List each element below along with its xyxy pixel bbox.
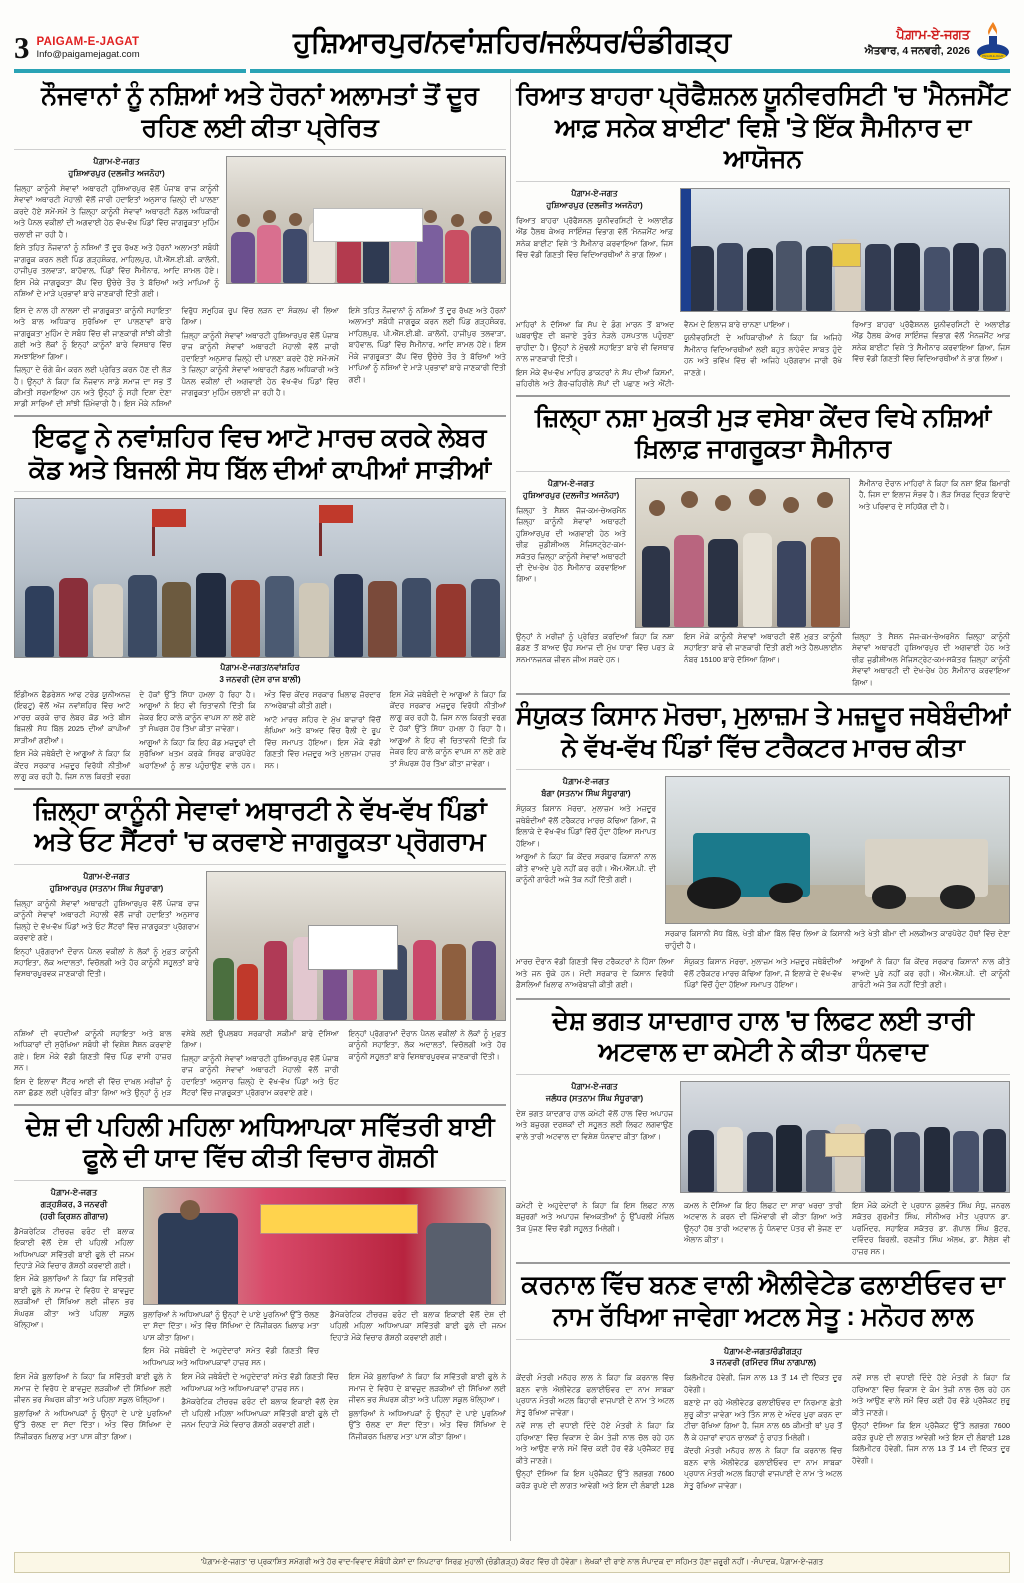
- article-b3-headline: ਸੰਯੁਕਤ ਕਿਸਾਨ ਮੋਰਚਾ, ਮੁਲਾਜ਼ਮ ਤੇ ਮਜ਼ਦੂਰ ਜਥੇਬੰਦੀਆਂ ਨੇ ਵੱਖ-ਵੱਖ ਪਿੰਡਾਂ ਵਿੱਚ ਟਰੈਕਟਰ ਮਾਰਚ ਕੀਤਾ: [516, 702, 1010, 762]
- article-b2-body: ਉਨ੍ਹਾਂ ਨੇ ਮਰੀਜ਼ਾਂ ਨੂੰ ਪ੍ਰੇਰਿਤ ਕਰਦਿਆਂ ਕਿਹਾ ਕਿ ਨਸ਼ਾ ਛੱਡਣ ਤੋਂ ਬਾਅਦ ਉਹ ਸਮਾਜ ਦੀ ਮੁੱਖ ਧਾਰਾ ਵਿੱਚ ਪਰਤ ਕੇ ਸਨਮਾਨਜਨਕ ਜੀਵਨ ਜੀਅ ਸਕਦੇ ਹਨ। ਇਸ ਮੌਕੇ ਕਾਨੂੰਨੀ ਸੇਵਾਵਾਂ ਅਥਾਰਟੀ ਵੱਲੋਂ ਮੁਫ਼ਤ ਕਾਨੂੰਨੀ ਸਹਾਇਤਾ ਬਾਰੇ ਵੀ ਜਾਣਕਾਰੀ ਦਿੱਤੀ ਗਈ ਅਤੇ ਹੈਲਪਲਾਈਨ ਨੰਬਰ 15100 ਬਾਰੇ ਦੱਸਿਆ ਗਿਆ। ਜ਼ਿਲ੍ਹਾ ਤੇ ਸੈਸ਼ਨ ਜੱਜ-ਕਮ-ਚੇਅਰਮੈਨ ਜ਼ਿਲ੍ਹਾ ਕਾਨੂੰਨੀ ਸੇਵਾਵਾਂ ਅਥਾਰਟੀ ਹੁਸ਼ਿਆਰਪੁਰ ਦੀ ਅਗਵਾਈ ਹੇਠ ਅਤੇ ਚੀਫ਼ ਜੁਡੀਸ਼ੀਅਲ ਮੈਜਿਸਟ੍ਰੇਟ-ਕਮ-ਸਕੱਤਰ ਜ਼ਿਲ੍ਹਾ ਕਾਨੂੰਨੀ ਸੇਵਾਵਾਂ ਅਥਾਰਟੀ ਦੀ ਦੇਖ-ਰੇਖ ਹੇਠ ਸੈਮੀਨਾਰ ਕਰਵਾਇਆ ਗਿਆ।: [516, 631, 1010, 687]
- article-b3: [516, 701, 1010, 993]
- article-b4-photo: [680, 1081, 1010, 1193]
- article-b2-lead: ਜ਼ਿਲ੍ਹਾ ਤੇ ਸੈਸ਼ਨ ਜੱਜ-ਕਮ-ਚੇਅਰਮੈਨ ਜ਼ਿਲ੍ਹਾ ਕਾਨੂੰਨੀ ਸੇਵਾਵਾਂ ਅਥਾਰਟੀ ਹੁਸ਼ਿਆਰਪੁਰ ਦੀ ਅਗਵਾਈ ਹੇਠ ਅਤੇ ਚੀਫ਼ ਜੁਡੀਸ਼ੀਅਲ ਮੈਜਿਸਟ੍ਰੇਟ-ਕਮ-ਸਕੱਤਰ ਜ਼ਿਲ੍ਹਾ ਕਾਨੂੰਨੀ ਸੇਵਾਵਾਂ ਅਥਾਰਟੀ ਦੀ ਦੇਖ-ਰੇਖ ਹੇਠ ਸੈਮੀਨਾਰ ਕਰਵਾਇਆ ਗਿਆ।: [516, 505, 626, 584]
- article-b1-photo: [680, 188, 1010, 312]
- article-a1-photo: [226, 156, 506, 284]
- article-a1-body: ਇਸ ਦੇ ਨਾਲ ਹੀ ਨਾਲਸਾ ਦੀ ਜਾਗਰੂਕਤਾ ਕਾਨੂੰਨੀ ਸਹਾਇਤਾ ਅਤੇ ਬਾਲ ਅਧਿਕਾਰ ਸੁਰੱਖਿਆ ਦਾ ਪਾਲਣਾਵਾਂ ਬਾਰੇ ਜਾਗਰੂਕਤਾ ਮੁਹਿੰਮ ਦੇ ਸਬੰਧ ਵਿੱਚ ਵੀ ਜਾਣਕਾਰੀ ਸਾਂਝੀ ਕੀਤੀ ਗਈ ਅਤੇ ਲੋਕਾਂ ਨੂੰ ਇਨ੍ਹਾਂ ਕਾਨੂੰਨਾਂ ਬਾਰੇ ਵਿਸਥਾਰ ਵਿੱਚ ਸਮਝਾਇਆ ਗਿਆ। ਜ਼ਿਲ੍ਹਾ ਦੇ ਚੰਗੇ ਕੰਮ ਕਰਨ ਲਈ ਪ੍ਰੇਰਿਤ ਕਰਨ ਹੋਣ ਦੀ ਲੋੜ ਹੈ। ਉਨ੍ਹਾਂ ਨੇ ਕਿਹਾ ਕਿ ਨੌਜਵਾਨ ਸਾਡੇ ਸਮਾਜ ਦਾ ਸਭ ਤੋਂ ਕੀਮਤੀ ਸਰਮਾਇਆ ਹਨ ਅਤੇ ਉਨ੍ਹਾਂ ਨੂੰ ਸਹੀ ਦਿਸ਼ਾ ਦੇਣਾ ਸਾਡੀ ਸਾਰਿਆਂ ਦੀ ਸਾਂਝੀ ਜ਼ਿੰਮੇਵਾਰੀ ਹੈ। ਇਸ ਮੌਕੇ ਨਸ਼ਿਆਂ ਵਿਰੁੱਧ ਸਮੂਹਿਕ ਰੂਪ ਵਿੱਚ ਲੜਨ ਦਾ ਸੰਕਲਪ ਵੀ ਲਿਆ ਗਿਆ। ਜ਼ਿਲ੍ਹਾ ਕਾਨੂੰਨੀ ਸੇਵਾਵਾਂ ਅਥਾਰਟੀ ਹੁਸ਼ਿਆਰਪੁਰ ਵੱਲੋਂ ਪੰਜਾਬ ਰਾਜ ਕਾਨੂੰਨੀ ਸੇਵਾਵਾਂ ਅਥਾਰਟੀ ਮੋਹਾਲੀ ਵੱਲੋਂ ਜਾਰੀ ਹਦਾਇਤਾਂ ਅਨੁਸਾਰ ਜ਼ਿਲ੍ਹੇ ਦੀ ਪਾਲਣਾ ਕਰਦੇ ਹੋਏ ਸਮੇਂ-ਸਮੇਂ ਤੇ ਜ਼ਿਲ੍ਹਾ ਕਾਨੂੰਨੀ ਸੇਵਾਵਾਂ ਅਥਾਰਟੀ ਨੋਡਲ ਅਧਿਕਾਰੀ ਅਤੇ ਪੈਨਲ ਵਕੀਲਾਂ ਦੀ ਅਗਵਾਈ ਹੇਠ ਵੱਖ-ਵੱਖ ਪਿੰਡਾਂ ਵਿੱਚ ਜਾਗਰੂਕਤਾ ਮੁਹਿੰਮ ਚਲਾਈ ਜਾ ਰਹੀ ਹੈ। ਇਸੇ ਤਹਿਤ ਨੌਜਵਾਨਾਂ ਨੂੰ ਨਸ਼ਿਆਂ ਤੋਂ ਦੂਰ ਰੱਖਣ ਅਤੇ ਹੋਰਨਾਂ ਅਲਾਮਤਾਂ ਸਬੰਧੀ ਜਾਗਰੂਕ ਕਰਨ ਲਈ ਪਿੰਡ ਗੜ੍ਹਸ਼ੰਕਰ, ਮਾਹਿਲਪੁਰ, ਪੀ.ਐੱਸ.ਈ.ਬੀ. ਕਾਲੋਨੀ, ਹਾਜੀਪੁਰ ਤਲਵਾੜਾ, ਬਾਹੋਵਾਲ, ਪਿੰਡਾਂ ਵਿੱਚ ਸੈਮੀਨਾਰ, ਆਦਿ ਸ਼ਾਮਲ ਹੋਏ। ਇਸ ਮੌਕੇ ਜਾਗਰੂਕਤਾ ਕੈਂਪ ਵਿੱਚ ਉਚੇਚੇ ਤੌਰ ਤੇ ਬੱਚਿਆਂ ਅਤੇ ਮਾਪਿਆਂ ਨੂੰ ਨਸ਼ਿਆਂ ਦੇ ਮਾੜੇ ਪ੍ਰਭਾਵਾਂ ਬਾਰੇ ਜਾਣਕਾਰੀ ਦਿੱਤੀ ਗਈ।: [14, 305, 506, 409]
- article-a1: [14, 81, 506, 410]
- brand-email: Info@paigamejagat.com: [36, 49, 140, 61]
- divider: [516, 1339, 1010, 1340]
- article-a4: [14, 1112, 506, 1442]
- article-b2-side-text: ਸੈਮੀਨਾਰ ਦੌਰਾਨ ਮਾਹਿਰਾਂ ਨੇ ਕਿਹਾ ਕਿ ਨਸ਼ਾ ਇੱਕ ਬਿਮਾਰੀ ਹੈ, ਜਿਸ ਦਾ ਇਲਾਜ ਸੰਭਵ ਹੈ। ਲੋੜ ਸਿਰਫ਼ ਦ੍ਰਿੜ ਇਰਾਦੇ ਅਤੇ ਪਰਿਵਾਰ ਦੇ ਸਹਿਯੋਗ ਦੀ ਹੈ।: [859, 478, 1011, 511]
- article-a3-headline: ਜ਼ਿਲ੍ਹਾ ਕਾਨੂੰਨੀ ਸੇਵਾਵਾਂ ਅਥਾਰਟੀ ਨੇ ਵੱਖ-ਵੱਖ ਪਿੰਡਾਂ ਅਤੇ ਓਟ ਸੈਂਟਰਾਂ 'ਚ ਕਰਵਾਏ ਜਾਗਰੂਕਤਾ ਪ੍ਰੋਗਰਾਮ: [33, 796, 487, 857]
- article-b4: [516, 1006, 1010, 1258]
- article-a4-photo: [143, 1187, 506, 1305]
- article-b2-byline: ਪੈਗ਼ਾਮ-ਏ-ਜਗਤ ਹੁਸ਼ਿਆਰਪੁਰ (ਦਲਜੀਤ ਅਜਨੋਹਾ): [522, 478, 620, 500]
- article-a3-lead: ਜ਼ਿਲ੍ਹਾ ਕਾਨੂੰਨੀ ਸੇਵਾਵਾਂ ਅਥਾਰਟੀ ਹੁਸ਼ਿਆਰਪੁਰ ਵੱਲੋਂ ਪੰਜਾਬ ਰਾਜ ਕਾਨੂੰਨੀ ਸੇਵਾਵਾਂ ਅਥਾਰਟੀ ਮੋਹਾਲੀ ਵੱਲੋਂ ਜਾਰੀ ਹਦਾਇਤਾਂ ਅਨੁਸਾਰ ਜ਼ਿਲ੍ਹੇ ਦੇ ਵੱਖ-ਵੱਖ ਪਿੰਡਾਂ ਅਤੇ ਓਟ ਸੈਂਟਰਾਂ ਵਿੱਚ ਜਾਗਰੂਕਤਾ ਪ੍ਰੋਗਰਾਮ ਕਰਵਾਏ ਗਏ। ਇਨ੍ਹਾਂ ਪ੍ਰੋਗਰਾਮਾਂ ਦੌਰਾਨ ਪੈਨਲ ਵਕੀਲਾਂ ਨੇ ਲੋਕਾਂ ਨੂੰ ਮੁਫ਼ਤ ਕਾਨੂੰਨੀ ਸਹਾਇਤਾ, ਲੋਕ ਅਦਾਲਤਾਂ, ਵਿਚੋਲਗੀ ਅਤੇ ਹੋਰ ਕਾਨੂੰਨੀ ਸਹੂਲਤਾਂ ਬਾਰੇ ਵਿਸਥਾਰਪੂਰਵਕ ਜਾਣਕਾਰੀ ਦਿੱਤੀ।: [14, 898, 199, 979]
- divider: [14, 788, 506, 790]
- brand-name: PAIGAM-E-JAGAT: [36, 35, 140, 48]
- article-b4-body: ਕਮੇਟੀ ਦੇ ਅਹੁਦੇਦਾਰਾਂ ਨੇ ਕਿਹਾ ਕਿ ਇਸ ਲਿਫਟ ਨਾਲ ਬਜ਼ੁਰਗਾਂ ਅਤੇ ਅਪਾਹਜ ਵਿਅਕਤੀਆਂ ਨੂੰ ਉੱਪਰਲੀ ਮੰਜ਼ਿਲ ਤੱਕ ਪੁੱਜਣ ਵਿੱਚ ਵੱਡੀ ਸਹੂਲਤ ਮਿਲੇਗੀ। ਕਮਲ ਨੇ ਦੱਸਿਆ ਕਿ ਇਹ ਲਿਫਟ ਦਾ ਸਾਰਾ ਖਰਚਾ ਤਾਰੀ ਅਟਵਾਲ ਨੇ ਕਰਨ ਦੀ ਜ਼ਿੰਮੇਵਾਰੀ ਵੀ ਕੀਤਾ ਗਿਆ ਅਤੇ ਉਨ੍ਹਾਂ ਹੱਥ ਤਾਰੀ ਅਟਵਾਲ ਨੂੰ ਧੰਨਵਾਦ ਪੱਤਰ ਵੀ ਭੇਜਣ ਦਾ ਐਲਾਨ ਕੀਤਾ। ਇਸ ਮੌਕੇ ਕਮੇਟੀ ਦੇ ਪ੍ਰਧਾਨ ਕੁਲਵੰਤ ਸਿੰਘ ਸੰਧੂ, ਜਨਰਲ ਸਕੱਤਰ ਗੁਰਮੀਤ ਸਿੰਘ, ਸੀਨੀਅਰ ਮੀਤ ਪ੍ਰਧਾਨ ਡਾ. ਪਰਮਿੰਦਰ, ਸਹਾਇਕ ਸਕੱਤਰ ਡਾ. ਗੋਪਾਲ ਸਿੰਘ ਬੁੱਟਰ, ਦਵਿੰਦਰ ਬਿਰਲੀ, ਰਣਜੀਤ ਸਿੰਘ ਅੱਲਖ, ਡਾ. ਸੈਲੇਸ਼ ਵੀ ਹਾਜ਼ਰ ਸਨ।: [516, 1200, 1010, 1256]
- divider: [14, 864, 506, 865]
- article-b3-caption-text: ਸਰਕਾਰ ਕਿਸਾਨੀ ਸੋਧ ਬਿੱਲ, ਖੇਤੀ ਬੀਮਾ ਬਿੱਲ ਵਿੱਚ ਲਿਆ ਕੇ ਕਿਸਾਨੀ ਅਤੇ ਖੇਤੀ ਬੀਮਾ ਦੀ ਮਲਕੀਅਤ ਕਾਰਪੋਰੇਟ ਹੱਥਾਂ ਵਿੱਚ ਦੇਣਾ ਚਾਹੁੰਦੀ ਹੈ।: [665, 929, 1010, 950]
- article-b4-byline: ਪੈਗ਼ਾਮ-ਏ-ਜਗਤ ਜਲੰਧਰ (ਸਤਨਾਮ ਸਿੰਘ ਸੰਧੂਰਾਗਾ): [545, 1081, 644, 1103]
- article-a4-lead: ਡੈਮੋਕਰੇਟਿਕ ਟੀਚਰਜ਼ ਫਰੰਟ ਦੀ ਬਲਾਕ ਇਕਾਈ ਵੱਲੋਂ ਦੇਸ਼ ਦੀ ਪਹਿਲੀ ਮਹਿਲਾ ਅਧਿਆਪਕਾ ਸਵਿੱਤਰੀ ਬਾਈ ਫੂਲੇ ਦੀ ਜਨਮ ਦਿਹਾੜੇ ਮੌਕੇ ਵਿਚਾਰ ਗੋਸ਼ਠੀ ਕਰਵਾਈ ਗਈ। ਇਸ ਮੌਕੇ ਬੁਲਾਰਿਆਂ ਨੇ ਕਿਹਾ ਕਿ ਸਵਿੱਤਰੀ ਬਾਈ ਫੂਲੇ ਨੇ ਸਮਾਜ ਦੇ ਵਿਰੋਧ ਦੇ ਬਾਵਜੂਦ ਲੜਕੀਆਂ ਦੀ ਸਿੱਖਿਆ ਲਈ ਜੀਵਨ ਭਰ ਸੰਘਰਸ਼ ਕੀਤਾ ਅਤੇ ਪਹਿਲਾ ਸਕੂਲ ਖੋਲ੍ਹਿਆ।: [14, 1226, 134, 1330]
- article-b3-lead: ਸੰਯੁਕਤ ਕਿਸਾਨ ਮੋਰਚਾ, ਮੁਲਾਜ਼ਮ ਅਤੇ ਮਜ਼ਦੂਰ ਜਥੇਬੰਦੀਆਂ ਵੱਲੋਂ ਟਰੈਕਟਰ ਮਾਰਚ ਕੱਢਿਆ ਗਿਆ, ਜੋ ਇਲਾਕੇ ਦੇ ਵੱਖ-ਵੱਖ ਪਿੰਡਾਂ ਵਿੱਚੋਂ ਹੁੰਦਾ ਹੋਇਆ ਸਮਾਪਤ ਹੋਇਆ। ਆਗੂਆਂ ਨੇ ਕਿਹਾ ਕਿ ਕੇਂਦਰ ਸਰਕਾਰ ਕਿਸਾਨਾਂ ਨਾਲ ਕੀਤੇ ਵਾਅਦੇ ਪੂਰੇ ਨਹੀਂ ਕਰ ਰਹੀ। ਐੱਮ.ਐੱਸ.ਪੀ. ਦੀ ਕਾਨੂੰਨੀ ਗਾਰੰਟੀ ਅਜੇ ਤੱਕ ਨਹੀਂ ਦਿੱਤੀ ਗਈ।: [516, 804, 656, 885]
- article-b5-body: ਕੇਂਦਰੀ ਮੰਤਰੀ ਮਨੋਹਰ ਲਾਲ ਨੇ ਕਿਹਾ ਕਿ ਕਰਨਾਲ ਵਿੱਚ ਬਣਨ ਵਾਲੇ ਐਲੀਵੇਟਡ ਫਲਾਈਓਵਰ ਦਾ ਨਾਮ ਸਾਬਕਾ ਪ੍ਰਧਾਨ ਮੰਤਰੀ ਅਟਲ ਬਿਹਾਰੀ ਵਾਜਪਾਈ ਦੇ ਨਾਮ 'ਤੇ ਅਟਲ ਸੇਤੂ ਰੱਖਿਆ ਜਾਵੇਗਾ। ਨਵੇਂ ਸਾਲ ਦੀ ਵਧਾਈ ਦਿੰਦੇ ਹੋਏ ਮੰਤਰੀ ਨੇ ਕਿਹਾ ਕਿ ਹਰਿਆਣਾ ਵਿੱਚ ਵਿਕਾਸ ਦੇ ਕੰਮ ਤੇਜ਼ੀ ਨਾਲ ਚੱਲ ਰਹੇ ਹਨ ਅਤੇ ਆਉਣ ਵਾਲੇ ਸਮੇਂ ਵਿੱਚ ਕਈ ਹੋਰ ਵੱਡੇ ਪ੍ਰੋਜੈਕਟ ਸ਼ੁਰੂ ਕੀਤੇ ਜਾਣਗੇ। ਉਨ੍ਹਾਂ ਦੱਸਿਆ ਕਿ ਇਸ ਪ੍ਰੋਜੈਕਟ ਉੱਤੇ ਲਗਭਗ 7600 ਕਰੋੜ ਰੁਪਏ ਦੀ ਲਾਗਤ ਆਵੇਗੀ ਅਤੇ ਇਸ ਦੀ ਲੰਬਾਈ 128 ਕਿਲੋਮੀਟਰ ਹੋਵੇਗੀ, ਜਿਸ ਨਾਲ 13 ਤੋਂ 14 ਦੀ ਦਿੱਕਤ ਦੂਰ ਹੋਵੇਗੀ। ਬਣਾਏ ਜਾ ਰਹੇ ਐਲੀਵੇਟਡ ਫਲਾਈਓਵਰ ਦਾ ਨਿਰਮਾਣ ਛੇਤੀ ਸ਼ੁਰੂ ਕੀਤਾ ਜਾਵੇਗਾ ਅਤੇ ਤਿੰਨ ਸਾਲ ਦੇ ਅੰਦਰ ਪੂਰਾ ਕਰਨ ਦਾ ਟੀਚਾ ਰੱਖਿਆ ਗਿਆ ਹੈ, ਜਿਸ ਨਾਲ 65 ਕੀਮਤੀ ਥਾਂ ਪੁਰ ਤੋਂ ਲੈ ਕੇ ਹਜ਼ਾਰਾਂ ਵਾਹਨ ਚਾਲਕਾਂ ਨੂੰ ਰਾਹਤ ਮਿਲੇਗੀ। ਕੇਂਦਰੀ ਮੰਤਰੀ ਮਨੋਹਰ ਲਾਲ ਨੇ ਕਿਹਾ ਕਿ ਕਰਨਾਲ ਵਿੱਚ ਬਣਨ ਵਾਲੇ ਐਲੀਵੇਟਡ ਫਲਾਈਓਵਰ ਦਾ ਨਾਮ ਸਾਬਕਾ ਪ੍ਰਧਾਨ ਮੰਤਰੀ ਅਟਲ ਬਿਹਾਰੀ ਵਾਜਪਾਈ ਦੇ ਨਾਮ 'ਤੇ ਅਟਲ ਸੇਤੂ ਰੱਖਿਆ ਜਾਵੇਗਾ। ਨਵੇਂ ਸਾਲ ਦੀ ਵਧਾਈ ਦਿੰਦੇ ਹੋਏ ਮੰਤਰੀ ਨੇ ਕਿਹਾ ਕਿ ਹਰਿਆਣਾ ਵਿੱਚ ਵਿਕਾਸ ਦੇ ਕੰਮ ਤੇਜ਼ੀ ਨਾਲ ਚੱਲ ਰਹੇ ਹਨ ਅਤੇ ਆਉਣ ਵਾਲੇ ਸਮੇਂ ਵਿੱਚ ਕਈ ਹੋਰ ਵੱਡੇ ਪ੍ਰੋਜੈਕਟ ਸ਼ੁਰੂ ਕੀਤੇ ਜਾਣਗੇ। ਉਨ੍ਹਾਂ ਦੱਸਿਆ ਕਿ ਇਸ ਪ੍ਰੋਜੈਕਟ ਉੱਤੇ ਲਗਭਗ 7600 ਕਰੋੜ ਰੁਪਏ ਦੀ ਲਾਗਤ ਆਵੇਗੀ ਅਤੇ ਇਸ ਦੀ ਲੰਬਾਈ 128 ਕਿਲੋਮੀਟਰ ਹੋਵੇਗੀ, ਜਿਸ ਨਾਲ 13 ਤੋਂ 14 ਦੀ ਦਿੱਕਤ ਦੂਰ ਹੋਵੇਗੀ।: [516, 1373, 1010, 1490]
- divider: [516, 471, 1010, 472]
- logo-text: ਪੈਗ਼ਾਮ-ਏ-ਜਗਤ: [896, 27, 970, 43]
- article-b1-body: ਮਾਹਿਰਾਂ ਨੇ ਦੱਸਿਆ ਕਿ ਸੱਪ ਦੇ ਡੰਗ ਮਾਰਨ ਤੋਂ ਬਾਅਦ ਘਬਰਾਉਣ ਦੀ ਬਜਾਏ ਤੁਰੰਤ ਨੇੜਲੇ ਹਸਪਤਾਲ ਪਹੁੰਚਣਾ ਚਾਹੀਦਾ ਹੈ। ਉਨ੍ਹਾਂ ਨੇ ਮੁੱਢਲੀ ਸਹਾਇਤਾ ਬਾਰੇ ਵੀ ਵਿਸਥਾਰ ਨਾਲ ਜਾਣਕਾਰੀ ਦਿੱਤੀ। ਇਸ ਮੌਕੇ ਵੱਖ-ਵੱਖ ਮਾਹਿਰ ਡਾਕਟਰਾਂ ਨੇ ਸੱਪ ਦੀਆਂ ਕਿਸਮਾਂ, ਜ਼ਹਿਰੀਲੇ ਅਤੇ ਗੈਰ-ਜ਼ਹਿਰੀਲੇ ਸੱਪਾਂ ਦੀ ਪਛਾਣ ਅਤੇ ਐਂਟੀ-ਵੈਨਮ ਦੇ ਇਲਾਜ ਬਾਰੇ ਚਾਨਣਾ ਪਾਇਆ। ਯੂਨੀਵਰਸਿਟੀ ਦੇ ਅਧਿਕਾਰੀਆਂ ਨੇ ਕਿਹਾ ਕਿ ਅਜਿਹੇ ਸੈਮੀਨਾਰ ਵਿਦਿਆਰਥੀਆਂ ਲਈ ਬਹੁਤ ਲਾਹੇਵੰਦ ਸਾਬਤ ਹੁੰਦੇ ਹਨ ਅਤੇ ਭਵਿੱਖ ਵਿੱਚ ਵੀ ਅਜਿਹੇ ਪ੍ਰੋਗਰਾਮ ਜਾਰੀ ਰੱਖੇ ਜਾਣਗੇ। ਰਿਆਤ ਬਾਹਰਾ ਪ੍ਰੋਫੈਸ਼ਨਲ ਯੂਨੀਵਰਸਿਟੀ ਦੇ ਅਲਾਈਡ ਐਂਡ ਹੈਲਥ ਕੇਅਰ ਸਾਇੰਸਜ਼ ਵਿਭਾਗ ਵੱਲੋਂ 'ਮੈਨਜਮੈਂਟ ਆਫ਼ ਸਨੇਕ ਬਾਈਟ' ਵਿਸ਼ੇ 'ਤੇ ਸੈਮੀਨਾਰ ਕਰਵਾਇਆ ਗਿਆ, ਜਿਸ ਵਿੱਚ ਵੱਡੀ ਗਿਣਤੀ ਵਿੱਚ ਵਿਦਿਆਰਥੀਆਂ ਨੇ ਭਾਗ ਲਿਆ।: [516, 319, 1010, 389]
- divider: [14, 1104, 506, 1106]
- article-a4-body: ਬੁਲਾਰਿਆਂ ਨੇ ਅਧਿਆਪਕਾਂ ਨੂੰ ਉਨ੍ਹਾਂ ਦੇ ਪਾਏ ਪੂਰਨਿਆਂ ਉੱਤੇ ਚੱਲਣ ਦਾ ਸੱਦਾ ਦਿੱਤਾ। ਅੰਤ ਵਿੱਚ ਸਿੱਖਿਆ ਦੇ ਨਿੱਜੀਕਰਨ ਖ਼ਿਲਾਫ ਮਤਾ ਪਾਸ ਕੀਤਾ ਗਿਆ। ਇਸ ਮੌਕੇ ਜਥੇਬੰਦੀ ਦੇ ਅਹੁਦੇਦਾਰਾਂ ਸਮੇਤ ਵੱਡੀ ਗਿਣਤੀ ਵਿੱਚ ਅਧਿਆਪਕ ਅਤੇ ਅਧਿਆਪਕਾਵਾਂ ਹਾਜ਼ਰ ਸਨ। ਡੈਮੋਕਰੇਟਿਕ ਟੀਚਰਜ਼ ਫਰੰਟ ਦੀ ਬਲਾਕ ਇਕਾਈ ਵੱਲੋਂ ਦੇਸ਼ ਦੀ ਪਹਿਲੀ ਮਹਿਲਾ ਅਧਿਆਪਕਾ ਸਵਿੱਤਰੀ ਬਾਈ ਫੂਲੇ ਦੀ ਜਨਮ ਦਿਹਾੜੇ ਮੌਕੇ ਵਿਚਾਰ ਗੋਸ਼ਠੀ ਕਰਵਾਈ ਗਈ।: [143, 1309, 506, 1367]
- article-a1-headline: ਨੌਜਵਾਨਾਂ ਨੂੰ ਨਸ਼ਿਆਂ ਅਤੇ ਹੋਰਨਾਂ ਅਲਾਮਤਾਂ ਤੋਂ ਦੂਰ ਰਹਿਣ ਲਈ ਕੀਤਾ ਪ੍ਰੇਰਿਤ: [41, 82, 479, 142]
- article-a1-byline: ਪੈਗ਼ਾਮ-ਏ-ਜਗਤ ਹੁਸ਼ਿਆਰਪੁਰ (ਦਲਜੀਤ ਅਜਨੋਹਾ): [68, 157, 165, 179]
- article-b5-byline: ਪੈਗ਼ਾਮ-ਏ-ਜਗਤ/ਚੰਡੀਗੜ੍ਹ 3 ਜਨਵਰੀ (ਰਮਿੰਦਰ ਸਿੰਘ ਨਾਗਪਾਲ): [709, 1346, 817, 1368]
- right-column: [516, 79, 1010, 1541]
- article-a3-body: ਨਸ਼ਿਆਂ ਦੀ ਵਧਦੀਆਂ ਕਾਨੂੰਨੀ ਸਹਾਇਤਾ ਅਤੇ ਬਾਲ ਅਧਿਕਾਰਾਂ ਦੀ ਸੁਰੱਖਿਆ ਸਬੰਧੀ ਵੀ ਵਿਸ਼ੇਸ਼ ਸੈਸ਼ਨ ਕਰਵਾਏ ਗਏ। ਇਸ ਮੌਕੇ ਵੱਡੀ ਗਿਣਤੀ ਵਿੱਚ ਪਿੰਡ ਵਾਸੀ ਹਾਜ਼ਰ ਸਨ। ਇਸ ਦੇ ਇਲਾਵਾ ਸੈਂਟਰ ਆਈ ਵੀ ਵਿੱਚ ਦਾਖ਼ਲ ਮਰੀਜ਼ਾਂ ਨੂੰ ਨਸ਼ਾ ਛੱਡਣ ਲਈ ਪ੍ਰੇਰਿਤ ਕੀਤਾ ਗਿਆ ਅਤੇ ਉਨ੍ਹਾਂ ਨੂੰ ਮੁੜ ਵਸੇਬੇ ਲਈ ਉਪਲਬਧ ਸਰਕਾਰੀ ਸਕੀਮਾਂ ਬਾਰੇ ਦੱਸਿਆ ਗਿਆ। ਜ਼ਿਲ੍ਹਾ ਕਾਨੂੰਨੀ ਸੇਵਾਵਾਂ ਅਥਾਰਟੀ ਹੁਸ਼ਿਆਰਪੁਰ ਵੱਲੋਂ ਪੰਜਾਬ ਰਾਜ ਕਾਨੂੰਨੀ ਸੇਵਾਵਾਂ ਅਥਾਰਟੀ ਮੋਹਾਲੀ ਵੱਲੋਂ ਜਾਰੀ ਹਦਾਇਤਾਂ ਅਨੁਸਾਰ ਜ਼ਿਲ੍ਹੇ ਦੇ ਵੱਖ-ਵੱਖ ਪਿੰਡਾਂ ਅਤੇ ਓਟ ਸੈਂਟਰਾਂ ਵਿੱਚ ਜਾਗਰੂਕਤਾ ਪ੍ਰੋਗਰਾਮ ਕਰਵਾਏ ਗਏ। ਇਨ੍ਹਾਂ ਪ੍ਰੋਗਰਾਮਾਂ ਦੌਰਾਨ ਪੈਨਲ ਵਕੀਲਾਂ ਨੇ ਲੋਕਾਂ ਨੂੰ ਮੁਫ਼ਤ ਕਾਨੂੰਨੀ ਸਹਾਇਤਾ, ਲੋਕ ਅਦਾਲਤਾਂ, ਵਿਚੋਲਗੀ ਅਤੇ ਹੋਰ ਕਾਨੂੰਨੀ ਸਹੂਲਤਾਂ ਬਾਰੇ ਵਿਸਥਾਰਪੂਰਵਕ ਜਾਣਕਾਰੀ ਦਿੱਤੀ।: [14, 1028, 506, 1098]
- article-b4-headline: ਦੇਸ਼ ਭਗਤ ਯਾਦਗਾਰ ਹਾਲ 'ਚ ਲਿਫਟ ਲਈ ਤਾਰੀ ਅਟਵਾਲ ਦਾ ਕਮੇਟੀ ਨੇ ਕੀਤਾ ਧੰਨਵਾਦ: [552, 1006, 974, 1067]
- left-column: [14, 79, 506, 1541]
- divider: [14, 415, 506, 417]
- article-b3-body: ਮਾਰਚ ਦੌਰਾਨ ਵੱਡੀ ਗਿਣਤੀ ਵਿੱਚ ਟਰੈਕਟਰਾਂ ਨੇ ਹਿੱਸਾ ਲਿਆ ਅਤੇ ਜਨ ਚੁੱਕੇ ਹਨ। ਮੋਦੀ ਸਰਕਾਰ ਦੇ ਕਿਸਾਨ ਵਿਰੋਧੀ ਫ਼ੈਸਲਿਆਂ ਖ਼ਿਲਾਫ ਨਾਅਰੇਬਾਜ਼ੀ ਕੀਤੀ ਗਈ। ਸੰਯੁਕਤ ਕਿਸਾਨ ਮੋਰਚਾ, ਮੁਲਾਜ਼ਮ ਅਤੇ ਮਜ਼ਦੂਰ ਜਥੇਬੰਦੀਆਂ ਵੱਲੋਂ ਟਰੈਕਟਰ ਮਾਰਚ ਕੱਢਿਆ ਗਿਆ, ਜੋ ਇਲਾਕੇ ਦੇ ਵੱਖ-ਵੱਖ ਪਿੰਡਾਂ ਵਿੱਚੋਂ ਹੁੰਦਾ ਹੋਇਆ ਸਮਾਪਤ ਹੋਇਆ। ਆਗੂਆਂ ਨੇ ਕਿਹਾ ਕਿ ਕੇਂਦਰ ਸਰਕਾਰ ਕਿਸਾਨਾਂ ਨਾਲ ਕੀਤੇ ਵਾਅਦੇ ਪੂਰੇ ਨਹੀਂ ਕਰ ਰਹੀ। ਐੱਮ.ਐੱਸ.ਪੀ. ਦੀ ਕਾਨੂੰਨੀ ਗਾਰੰਟੀ ਅਜੇ ਤੱਕ ਨਹੀਂ ਦਿੱਤੀ ਗਈ।: [516, 957, 1010, 990]
- article-b1-lead: ਰਿਆਤ ਬਾਹਰਾ ਪ੍ਰੋਫੈਸ਼ਨਲ ਯੂਨੀਵਰਸਿਟੀ ਦੇ ਅਲਾਈਡ ਐਂਡ ਹੈਲਥ ਕੇਅਰ ਸਾਇੰਸਜ਼ ਵਿਭਾਗ ਵੱਲੋਂ 'ਮੈਨਜਮੈਂਟ ਆਫ਼ ਸਨੇਕ ਬਾਈਟ' ਵਿਸ਼ੇ 'ਤੇ ਸੈਮੀਨਾਰ ਕਰਵਾਇਆ ਗਿਆ, ਜਿਸ ਵਿੱਚ ਵੱਡੀ ਗਿਣਤੀ ਵਿੱਚ ਵਿਦਿਆਰਥੀਆਂ ਨੇ ਭਾਗ ਲਿਆ।: [516, 215, 673, 260]
- article-a2-body: ਇੰਡੀਅਨ ਫੈਡਰੇਸ਼ਨ ਆਫ ਟਰੇਡ ਯੂਨੀਅਨਜ਼ (ਇਫਟੂ) ਵੱਲੋਂ ਅੱਜ ਨਵਾਂਸ਼ਹਿਰ ਵਿੱਚ ਆਟੋ ਮਾਰਚ ਕਰਕੇ ਚਾਰ ਲੇਬਰ ਕੋਡ ਅਤੇ ਬੀਸ ਬਿਜਲੀ ਸੋਧ ਬਿੱਲ 2025 ਦੀਆਂ ਕਾਪੀਆਂ ਸਾੜੀਆਂ ਗਈਆਂ। ਇਸ ਮੌਕੇ ਜਥੇਬੰਦੀ ਦੇ ਆਗੂਆਂ ਨੇ ਕਿਹਾ ਕਿ ਕੇਂਦਰ ਸਰਕਾਰ ਮਜ਼ਦੂਰ ਵਿਰੋਧੀ ਨੀਤੀਆਂ ਲਾਗੂ ਕਰ ਰਹੀ ਹੈ, ਜਿਸ ਨਾਲ ਕਿਰਤੀ ਵਰਗ ਦੇ ਹੱਕਾਂ ਉੱਤੇ ਸਿੱਧਾ ਹਮਲਾ ਹੋ ਰਿਹਾ ਹੈ। ਆਗੂਆਂ ਨੇ ਇਹ ਵੀ ਚਿਤਾਵਨੀ ਦਿੱਤੀ ਕਿ ਜੇਕਰ ਇਹ ਕਾਲੇ ਕਾਨੂੰਨ ਵਾਪਸ ਨਾ ਲਏ ਗਏ ਤਾਂ ਸੰਘਰਸ਼ ਹੋਰ ਤਿੱਖਾ ਕੀਤਾ ਜਾਵੇਗਾ। ਆਗੂਆਂ ਨੇ ਕਿਹਾ ਕਿ ਇਹ ਕੋਡ ਮਜ਼ਦੂਰਾਂ ਦੀ ਸੁਰੱਖਿਆ ਖ਼ਤਮ ਕਰਕੇ ਸਿਰਫ ਕਾਰਪੋਰੇਟ ਘਰਾਣਿਆਂ ਨੂੰ ਲਾਭ ਪਹੁੰਚਾਉਣ ਵਾਲੇ ਹਨ। ਅੰਤ ਵਿੱਚ ਕੇਂਦਰ ਸਰਕਾਰ ਖ਼ਿਲਾਫ ਜ਼ੋਰਦਾਰ ਨਾਅਰੇਬਾਜ਼ੀ ਕੀਤੀ ਗਈ। ਆਟੋ ਮਾਰਚ ਸ਼ਹਿਰ ਦੇ ਮੁੱਖ ਬਾਜ਼ਾਰਾਂ ਵਿੱਚੋਂ ਲੰਘਿਆ ਅਤੇ ਬਾਅਦ ਵਿੱਚ ਰੈਲੀ ਦੇ ਰੂਪ ਵਿੱਚ ਸਮਾਪਤ ਹੋਇਆ। ਇਸ ਮੌਕੇ ਵੱਡੀ ਗਿਣਤੀ ਵਿੱਚ ਮਜ਼ਦੂਰ ਅਤੇ ਮੁਲਾਜ਼ਮ ਹਾਜ਼ਰ ਸਨ। ਇਸ ਮੌਕੇ ਜਥੇਬੰਦੀ ਦੇ ਆਗੂਆਂ ਨੇ ਕਿਹਾ ਕਿ ਕੇਂਦਰ ਸਰਕਾਰ ਮਜ਼ਦੂਰ ਵਿਰੋਧੀ ਨੀਤੀਆਂ ਲਾਗੂ ਕਰ ਰਹੀ ਹੈ, ਜਿਸ ਨਾਲ ਕਿਰਤੀ ਵਰਗ ਦੇ ਹੱਕਾਂ ਉੱਤੇ ਸਿੱਧਾ ਹਮਲਾ ਹੋ ਰਿਹਾ ਹੈ। ਆਗੂਆਂ ਨੇ ਇਹ ਵੀ ਚਿਤਾਵਨੀ ਦਿੱਤੀ ਕਿ ਜੇਕਰ ਇਹ ਕਾਲੇ ਕਾਨੂੰਨ ਵਾਪਸ ਨਾ ਲਏ ਗਏ ਤਾਂ ਸੰਘਰਸ਼ ਹੋਰ ਤਿੱਖਾ ਕੀਤਾ ਜਾਵੇਗਾ।: [14, 689, 506, 782]
- divider: [516, 769, 1010, 770]
- article-b4-lead: ਦੇਸ਼ ਭਗਤ ਯਾਦਗਾਰ ਹਾਲ ਕਮੇਟੀ ਵੱਲੋਂ ਹਾਲ ਵਿੱਚ ਅਪਾਹਜ ਅਤੇ ਬਜ਼ੁਰਗ ਦਰਸ਼ਕਾਂ ਦੀ ਸਹੂਲਤ ਲਈ ਲਿਫਟ ਲਗਵਾਉਣ ਵਾਲੇ ਤਾਰੀ ਅਟਵਾਲ ਦਾ ਵਿਸ਼ੇਸ਼ ਧੰਨਵਾਦ ਕੀਤਾ ਗਿਆ।: [516, 1108, 673, 1141]
- divider: [14, 1180, 506, 1181]
- footer-disclaimer: 'ਪੈਗ਼ਾਮ-ਏ-ਜਗਤ' 'ਚ ਪ੍ਰਕਾਸ਼ਿਤ ਸਮੱਗਰੀ ਅਤੇ ਹੋਰ ਵਾਦ-ਵਿਵਾਦ ਸੰਬੰਧੀ ਕੇਸਾਂ ਦਾ ਨਿਪਟਾਰਾ ਸਿਰਫ਼ ਮੁਹਾਲੀ (ਚੰਡੀਗੜ੍ਹ) ਕੋਰਟ ਵਿੱਚ ਹੀ ਹੋਵੇਗਾ। ਲੇਖਕਾਂ ਦੀ ਰਾਏ ਨਾਲ ਸੰਪਾਦਕ ਦਾ ਸਹਿਮਤ ਹੋਣਾ ਜ਼ਰੂਰੀ ਨਹੀਂ। -ਸੰਪਾਦਕ, ਪੈਗ਼ਾਮ-ਏ-ਜਗਤ: [14, 1552, 1010, 1573]
- article-a2: [14, 423, 506, 783]
- article-b2-headline: ਜ਼ਿਲ੍ਹਾ ਨਸ਼ਾ ਮੁਕਤੀ ਮੁੜ ਵਸੇਬਾ ਕੇਂਦਰ ਵਿਖੇ ਨਸ਼ਿਆਂ ਖ਼ਿਲਾਫ਼ ਜਾਗਰੂਕਤਾ ਸੈਮੀਨਾਰ: [534, 403, 992, 464]
- article-a2-byline: ਪੈਗ਼ਾਮ-ਏ-ਜਗਤ/ਨਵਾਂਸ਼ਹਿਰ 3 ਜਨਵਰੀ (ਦੇਸ ਰਾਜ ਬਾਲੀ): [219, 663, 301, 685]
- divider: [516, 395, 1010, 397]
- article-b1-byline: ਪੈਗ਼ਾਮ-ਏ-ਜਗਤ ਹੁਸ਼ਿਆਰਪੁਰ (ਦਲਜੀਤ ਅਜਨੋਹਾ): [546, 188, 643, 210]
- edition-titles: ਹੁਸ਼ਿਆਰਪੁਰ/ਨਵਾਂਸ਼ਹਿਰ/ਜਲੰਧਰ/ਚੰਡੀਗੜ੍ਹ: [293, 27, 731, 59]
- article-a4-body-cont: ਇਸ ਮੌਕੇ ਬੁਲਾਰਿਆਂ ਨੇ ਕਿਹਾ ਕਿ ਸਵਿੱਤਰੀ ਬਾਈ ਫੂਲੇ ਨੇ ਸਮਾਜ ਦੇ ਵਿਰੋਧ ਦੇ ਬਾਵਜੂਦ ਲੜਕੀਆਂ ਦੀ ਸਿੱਖਿਆ ਲਈ ਜੀਵਨ ਭਰ ਸੰਘਰਸ਼ ਕੀਤਾ ਅਤੇ ਪਹਿਲਾ ਸਕੂਲ ਖੋਲ੍ਹਿਆ। ਬੁਲਾਰਿਆਂ ਨੇ ਅਧਿਆਪਕਾਂ ਨੂੰ ਉਨ੍ਹਾਂ ਦੇ ਪਾਏ ਪੂਰਨਿਆਂ ਉੱਤੇ ਚੱਲਣ ਦਾ ਸੱਦਾ ਦਿੱਤਾ। ਅੰਤ ਵਿੱਚ ਸਿੱਖਿਆ ਦੇ ਨਿੱਜੀਕਰਨ ਖ਼ਿਲਾਫ ਮਤਾ ਪਾਸ ਕੀਤਾ ਗਿਆ। ਇਸ ਮੌਕੇ ਜਥੇਬੰਦੀ ਦੇ ਅਹੁਦੇਦਾਰਾਂ ਸਮੇਤ ਵੱਡੀ ਗਿਣਤੀ ਵਿੱਚ ਅਧਿਆਪਕ ਅਤੇ ਅਧਿਆਪਕਾਵਾਂ ਹਾਜ਼ਰ ਸਨ। ਡੈਮੋਕਰੇਟਿਕ ਟੀਚਰਜ਼ ਫਰੰਟ ਦੀ ਬਲਾਕ ਇਕਾਈ ਵੱਲੋਂ ਦੇਸ਼ ਦੀ ਪਹਿਲੀ ਮਹਿਲਾ ਅਧਿਆਪਕਾ ਸਵਿੱਤਰੀ ਬਾਈ ਫੂਲੇ ਦੀ ਜਨਮ ਦਿਹਾੜੇ ਮੌਕੇ ਵਿਚਾਰ ਗੋਸ਼ਠੀ ਕਰਵਾਈ ਗਈ। ਇਸ ਮੌਕੇ ਬੁਲਾਰਿਆਂ ਨੇ ਕਿਹਾ ਕਿ ਸਵਿੱਤਰੀ ਬਾਈ ਫੂਲੇ ਨੇ ਸਮਾਜ ਦੇ ਵਿਰੋਧ ਦੇ ਬਾਵਜੂਦ ਲੜਕੀਆਂ ਦੀ ਸਿੱਖਿਆ ਲਈ ਜੀਵਨ ਭਰ ਸੰਘਰਸ਼ ਕੀਤਾ ਅਤੇ ਪਹਿਲਾ ਸਕੂਲ ਖੋਲ੍ਹਿਆ। ਬੁਲਾਰਿਆਂ ਨੇ ਅਧਿਆਪਕਾਂ ਨੂੰ ਉਨ੍ਹਾਂ ਦੇ ਪਾਏ ਪੂਰਨਿਆਂ ਉੱਤੇ ਚੱਲਣ ਦਾ ਸੱਦਾ ਦਿੱਤਾ। ਅੰਤ ਵਿੱਚ ਸਿੱਖਿਆ ਦੇ ਨਿੱਜੀਕਰਨ ਖ਼ਿਲਾਫ ਮਤਾ ਪਾਸ ਕੀਤਾ ਗਿਆ।: [14, 1372, 506, 1441]
- article-b2: [516, 403, 1010, 689]
- divider: [14, 491, 506, 492]
- publication-date: ਐਤਵਾਰ, 4 ਜਨਵਰੀ, 2026: [864, 44, 970, 57]
- article-a3: [14, 796, 506, 1099]
- masthead: [14, 0, 1010, 66]
- page-body: [14, 79, 1010, 1541]
- torch-logo-icon: [976, 22, 1010, 62]
- article-a2-photo: [14, 498, 506, 658]
- svg-text:PAIGAM-E-JAGAT: PAIGAM-E-JAGAT: [982, 55, 1004, 58]
- column-divider: [506, 79, 516, 1541]
- article-b3-photo: [665, 776, 1010, 924]
- divider: [516, 998, 1010, 1000]
- article-b3-byline: ਪੈਗ਼ਾਮ-ਏ-ਜਗਤ ਬੰਗਾ (ਸਤਨਾਮ ਸਿੰਘ ਸੰਧੂਰਾਗਾ): [541, 777, 631, 799]
- divider: [516, 1074, 1010, 1075]
- article-b1-headline: ਰਿਆਤ ਬਾਹਰਾ ਪ੍ਰੋਫੈਸ਼ਨਲ ਯੂਨੀਵਰਸਿਟੀ 'ਚ 'ਮੈਨਜਮੈਂਟ ਆਫ਼ ਸਨੇਕ ਬਾਈਟ' ਵਿਸ਼ੇ 'ਤੇ ਇੱਕ ਸੈਮੀਨਾਰ ਦਾ ਆਯੋਜਨ: [516, 82, 1010, 174]
- article-a3-byline: ਪੈਗ਼ਾਮ-ਏ-ਜਗਤ ਹੁਸ਼ਿਆਰਪੁਰ (ਸਤਨਾਮ ਸਿੰਘ ਸੰਧੂਰਾਗਾ): [49, 871, 164, 893]
- divider: [516, 693, 1010, 695]
- article-a3-photo: [206, 871, 506, 1021]
- article-a2-headline: ਇਫਟੂ ਨੇ ਨਵਾਂਸ਼ਹਿਰ ਵਿਚ ਆਟੋ ਮਾਰਚ ਕਰਕੇ ਲੇਬਰ ਕੋਡ ਅਤੇ ਬਿਜਲੀ ਸੋਧ ਬਿੱਲ ਦੀਆਂ ਕਾਪੀਆਂ ਸਾੜੀਆਂ: [28, 423, 492, 484]
- divider: [516, 181, 1010, 182]
- masthead-rule: [14, 69, 1010, 73]
- page-number: 3: [14, 30, 30, 66]
- article-a4-byline: ਪੈਗ਼ਾਮ-ਏ-ਜਗਤ ਗੜ੍ਹਸ਼ੰਕਰ, 3 ਜਨਵਰੀ (ਹਰੀ ਕ੍ਰਿਸ਼ਨ ਗੀਗਾਜ਼): [40, 1187, 108, 1221]
- article-b2-photo: [635, 478, 850, 628]
- article-b5: [516, 1270, 1010, 1491]
- masthead-brand: [37, 36, 140, 61]
- article-a4-headline: ਦੇਸ਼ ਦੀ ਪਹਿਲੀ ਮਹਿਲਾ ਅਧਿਆਪਕਾ ਸਵਿੱਤਰੀ ਬਾਈ ਫੂਲੇ ਦੀ ਯਾਦ ਵਿੱਚ ਕੀਤੀ ਵਿਚਾਰ ਗੋਸ਼ਠੀ: [25, 1112, 495, 1173]
- article-b5-headline: ਕਰਨਾਲ ਵਿੱਚ ਬਨਣ ਵਾਲੀ ਐਲੀਵੇਟੇਡ ਫਲਾਈਓਵਰ ਦਾ ਨਾਮ ਰੱਖਿਆ ਜਾਵੇਗਾ ਅਟਲ ਸੇਤੂ : ਮਨੋਹਰ ਲਾਲ: [521, 1271, 1005, 1331]
- masthead-left: [14, 30, 244, 66]
- article-b1: [516, 81, 1010, 390]
- masthead-right: [780, 22, 1010, 62]
- article-a1-lead: ਜ਼ਿਲ੍ਹਾ ਕਾਨੂੰਨੀ ਸੇਵਾਵਾਂ ਅਥਾਰਟੀ ਹੁਸ਼ਿਆਰਪੁਰ ਵੱਲੋਂ ਪੰਜਾਬ ਰਾਜ ਕਾਨੂੰਨੀ ਸੇਵਾਵਾਂ ਅਥਾਰਟੀ ਮੋਹਾਲੀ ਵੱਲੋਂ ਜਾਰੀ ਹਦਾਇਤਾਂ ਅਨੁਸਾਰ ਜ਼ਿਲ੍ਹੇ ਦੀ ਪਾਲਣਾ ਕਰਦੇ ਹੋਏ ਸਮੇਂ-ਸਮੇਂ ਤੇ ਜ਼ਿਲ੍ਹਾ ਕਾਨੂੰਨੀ ਸੇਵਾਵਾਂ ਅਥਾਰਟੀ ਨੋਡਲ ਅਧਿਕਾਰੀ ਅਤੇ ਪੈਨਲ ਵਕੀਲਾਂ ਦੀ ਅਗਵਾਈ ਹੇਠ ਵੱਖ-ਵੱਖ ਪਿੰਡਾਂ ਵਿੱਚ ਜਾਗਰੂਕਤਾ ਮੁਹਿੰਮ ਚਲਾਈ ਜਾ ਰਹੀ ਹੈ। ਇਸੇ ਤਹਿਤ ਨੌਜਵਾਨਾਂ ਨੂੰ ਨਸ਼ਿਆਂ ਤੋਂ ਦੂਰ ਰੱਖਣ ਅਤੇ ਹੋਰਨਾਂ ਅਲਾਮਤਾਂ ਸਬੰਧੀ ਜਾਗਰੂਕ ਕਰਨ ਲਈ ਪਿੰਡ ਗੜ੍ਹਸ਼ੰਕਰ, ਮਾਹਿਲਪੁਰ, ਪੀ.ਐੱਸ.ਈ.ਬੀ. ਕਾਲੋਨੀ, ਹਾਜੀਪੁਰ ਤਲਵਾੜਾ, ਬਾਹੋਵਾਲ, ਪਿੰਡਾਂ ਵਿੱਚ ਸੈਮੀਨਾਰ, ਆਦਿ ਸ਼ਾਮਲ ਹੋਏ। ਇਸ ਮੌਕੇ ਜਾਗਰੂਕਤਾ ਕੈਂਪ ਵਿੱਚ ਉਚੇਚੇ ਤੌਰ ਤੇ ਬੱਚਿਆਂ ਅਤੇ ਮਾਪਿਆਂ ਨੂੰ ਨਸ਼ਿਆਂ ਦੇ ਮਾੜੇ ਪ੍ਰਭਾਵਾਂ ਬਾਰੇ ਜਾਣਕਾਰੀ ਦਿੱਤੀ ਗਈ।: [14, 184, 219, 299]
- masthead-logo-block: [865, 26, 970, 58]
- divider: [14, 149, 506, 150]
- divider: [516, 1262, 1010, 1264]
